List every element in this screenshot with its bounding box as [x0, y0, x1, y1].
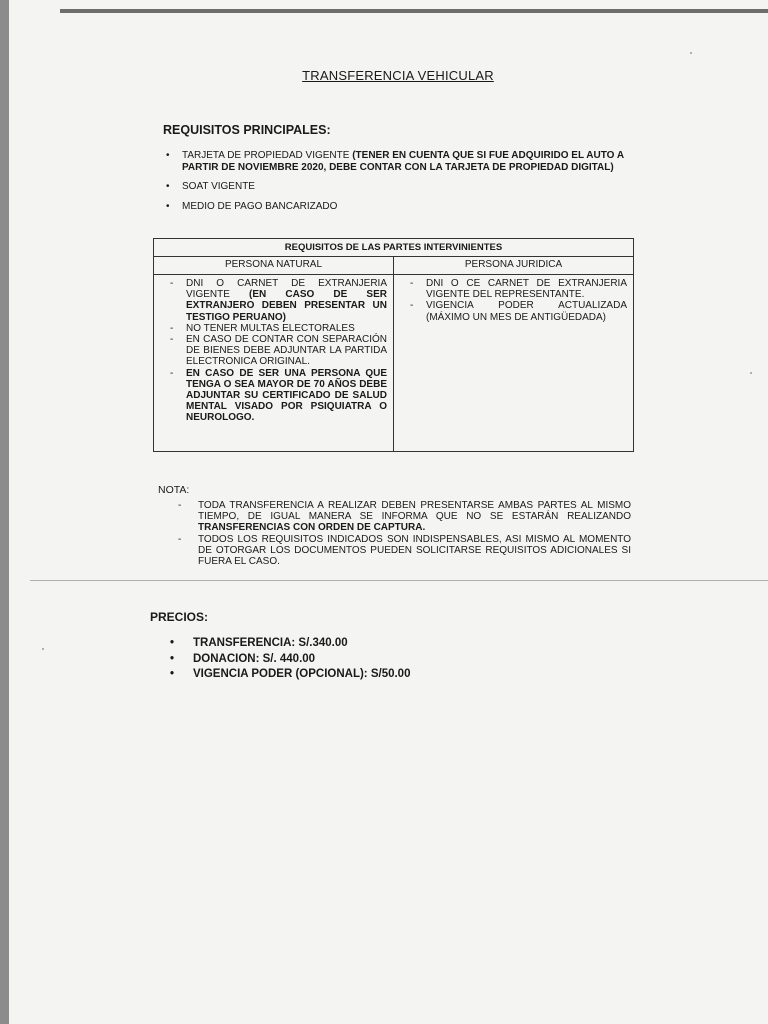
- dash-icon: -: [170, 322, 174, 334]
- bullet-icon: •: [166, 181, 170, 192]
- requisitos-list: [166, 150, 636, 220]
- dash-icon: -: [410, 300, 414, 312]
- item-bold-text: (EN CASO DE SER EXTRANJERO DEBEN PRESENTAR UN TESTIGO PERUANO): [186, 289, 387, 323]
- item-text: VIGENCIA PODER ACTUALIZADA (MÁXIMO UN MES DE ANTIGÜEDADA): [426, 300, 627, 323]
- item-bold-text: EN CASO DE SER UNA PERSONA QUE TENGA O SEA MAYOR DE 70 AÑOS DEBE ADJUNTAR SU CERTIFICADO DE SALUD MENTAL VISADO POR PSIQUIATRA O NEUROLOGO.: [186, 367, 387, 424]
- precio-item: [170, 636, 410, 652]
- document-title: TRANSFERENCIA VEHICULAR: [302, 68, 494, 83]
- scan-speck: [690, 52, 692, 54]
- table-header: REQUISITOS DE LAS PARTES INTERVINIENTES: [154, 239, 633, 257]
- list-item: [164, 278, 387, 323]
- scan-top-rule: [60, 9, 768, 13]
- precio-text: DONACION: S/. 440.00: [193, 652, 316, 665]
- list-item: [164, 368, 387, 424]
- dash-icon: -: [410, 278, 414, 289]
- requisito-text: TARJETA DE PROPIEDAD VIGENTE: [182, 150, 353, 161]
- nota-text: TODOS LOS REQUISITOS INDICADOS SON INDISPENSABLES, ASI MISMO AL MOMENTO DE OTORGAR LOS DOCUMENTOS PUEDEN SOLICITARSE REQUISITOS ADICIONALES SI FUERA EL CASO.: [198, 533, 631, 568]
- bullet-icon: •: [166, 150, 170, 161]
- precio-text: VIGENCIA PODER (OPCIONAL): S/50.00: [193, 668, 411, 680]
- requisitos-table: [153, 238, 634, 452]
- persona-natural-title: PERSONA NATURAL: [154, 256, 393, 275]
- item-text: DNI O CARNET DE EXTRANJERIA VIGENTE: [186, 278, 387, 301]
- requisito-note: (TENER EN CUENTA QUE SI FUE ADQUIRIDO EL AUTO A PARTIR DE NOVIEMBRE 2020, DEBE CONTAR CON LA TARJETA DE PROPIEDAD DIGITAL): [182, 150, 624, 173]
- dash-icon: -: [170, 278, 174, 289]
- scan-left-edge: [0, 0, 9, 1024]
- list-item: [404, 278, 627, 300]
- dash-icon: -: [170, 367, 174, 379]
- precio-text: TRANSFERENCIA: S/.340.00: [193, 637, 348, 649]
- item-text: DNI O CE CARNET DE EXTRANJERIA VIGENTE DEL REPRESENTANTE.: [426, 278, 627, 301]
- list-item: [164, 323, 387, 334]
- requisito-text: SOAT VIGENTE: [182, 181, 255, 192]
- precios-heading: PRECIOS:: [150, 610, 209, 624]
- requisito-text: MEDIO DE PAGO BANCARIZADO: [182, 200, 338, 212]
- list-item: [404, 300, 627, 322]
- nota-bold-text: TRANSFERENCIAS CON ORDEN DE CAPTURA.: [198, 522, 426, 534]
- bullet-icon: •: [170, 668, 175, 680]
- nota-text: TODA TRANSFERENCIA A REALIZAR DEBEN PRESENTARSE AMBAS PARTES AL MISMO TIEMPO, DE IGUAL MANERA SE INFORMA QUE NO SE ESTARÁN REALIZANDO: [198, 500, 631, 523]
- precio-item: [170, 652, 410, 668]
- requisito-item: [166, 181, 636, 193]
- page-fold-line: [30, 580, 768, 581]
- scan-speck: [42, 648, 44, 650]
- requisito-item: [166, 201, 636, 213]
- dash-icon: -: [170, 334, 174, 346]
- nota-item: [176, 500, 631, 534]
- requisito-item: [166, 150, 636, 173]
- list-item: [164, 334, 387, 368]
- item-text: NO TENER MULTAS ELECTORALES: [186, 322, 355, 334]
- bullet-icon: •: [166, 200, 170, 212]
- persona-natural-column: [154, 256, 394, 451]
- dash-icon: -: [178, 500, 182, 511]
- precios-list: [170, 636, 410, 683]
- bullet-icon: •: [170, 637, 175, 649]
- persona-juridica-title: PERSONA JURIDICA: [394, 256, 633, 275]
- dash-icon: -: [178, 533, 182, 545]
- item-text: EN CASO DE CONTAR CON SEPARACIÓN DE BIENES DEBE ADJUNTAR LA PARTIDA ELECTRONICA ORIGINAL.: [186, 334, 387, 368]
- requisitos-heading: REQUISITOS PRINCIPALES:: [163, 123, 331, 137]
- scan-speck: [750, 372, 752, 374]
- bullet-icon: •: [170, 652, 175, 665]
- nota-list: [176, 500, 631, 567]
- nota-heading: NOTA:: [158, 484, 190, 496]
- precio-item: [170, 667, 410, 683]
- nota-item: [176, 534, 631, 568]
- persona-natural-list: [154, 275, 393, 424]
- persona-juridica-column: [394, 256, 633, 451]
- persona-juridica-list: [394, 275, 633, 323]
